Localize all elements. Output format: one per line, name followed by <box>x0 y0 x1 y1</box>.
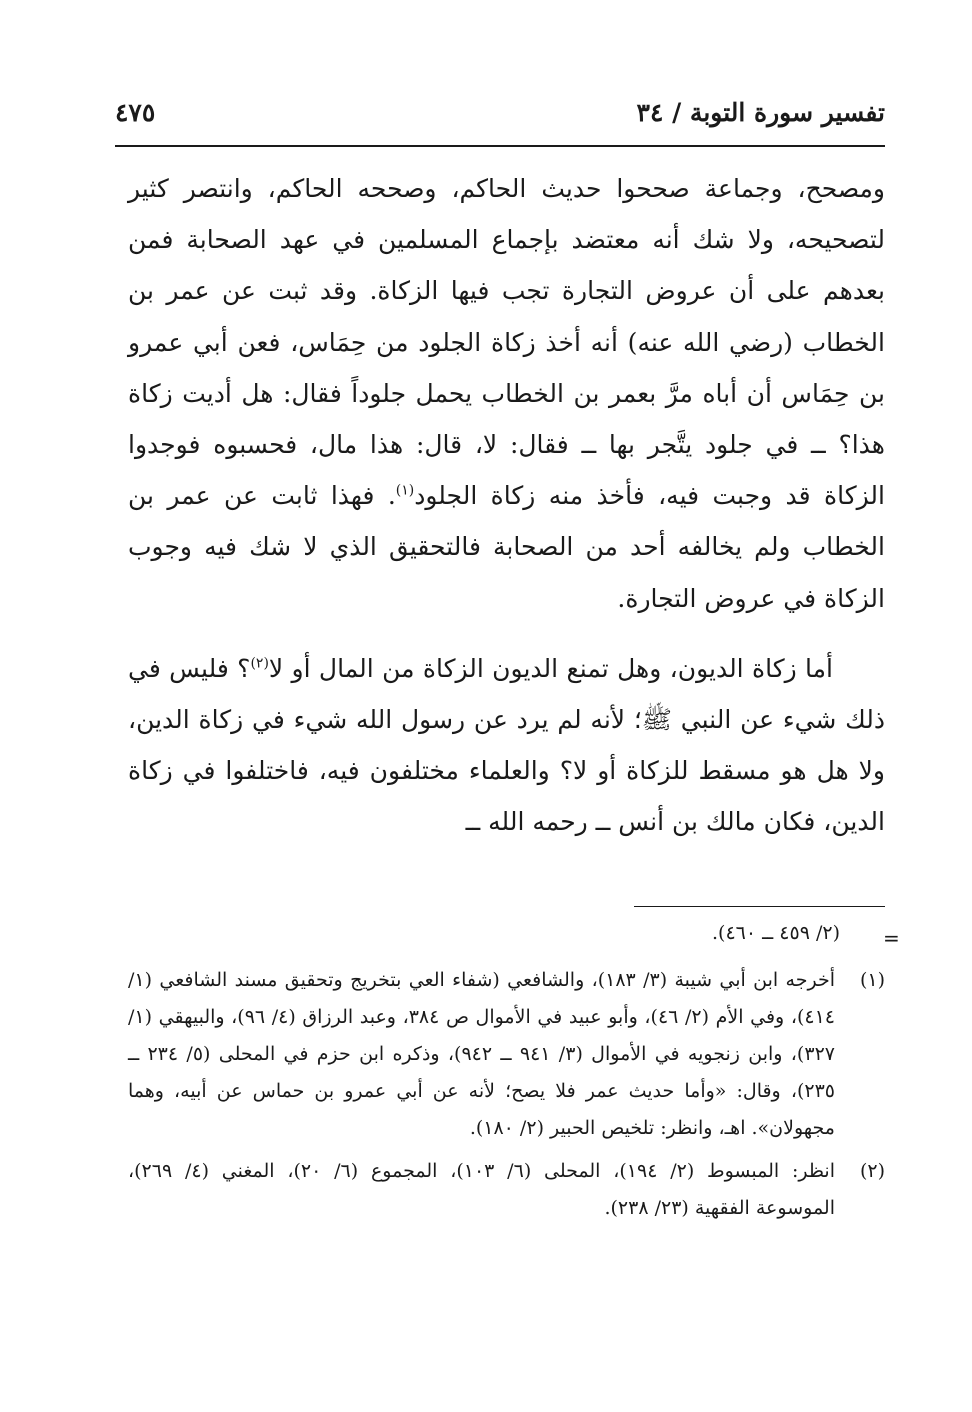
paragraph-1-text: ومصحح، وجماعة صححوا حديث الحاكم، وصححه الحاكم، وانتصر كثير لتصحيحه، ولا شك أنه معتضد بإجماع المسلمين في عهد الصحابة فمن بعدهم على أن عروض التجارة تجب فيها الزكاة. وقد ثبت عن عمر بن الخطاب (رضي الله عنه) أنه أخذ زكاة الجلود من حِمَاس، فعن أبي عمرو بن حِمَاس أن أباه مرَّ بعمر بن الخطاب يحمل جلوداً فقال: هل أديت زكاة هذا؟ ــ في جلود يتَّجر بها ــ فقال: لا، قال: هذا مال، فحسبوه فوجدوا الزكاة قد وجبت فيه، فأخذ منه زكاة الجلود <box>128 174 885 511</box>
main-text <box>128 163 885 848</box>
page-header <box>115 92 885 142</box>
footnote-separator <box>634 906 885 907</box>
footnote-continuation-mark: = <box>883 926 900 950</box>
paragraph-1-tail: . فهذا ثابت عن عمر بن الخطاب ولم يخالفه أحد من الصحابة فالتحقيق الذي لا شك فيه وجوب الزكاة في عروض التجارة. <box>128 481 885 613</box>
header-rule <box>115 145 885 147</box>
footnote-text: انظر: المبسوط (٢/ ١٩٤)، المحلى (٦/ ١٠٣)، المجموع (٦/ ٢٠)، المغني (٤/ ٢٦٩)، الموسوعة الفقهية (٢٣/ ٢٣٨). <box>128 1160 835 1219</box>
page-number: ٤٧٥ <box>115 98 156 127</box>
footnote-continuation: (٢/ ٤٥٩ ــ ٤٦٠). <box>711 922 840 944</box>
paragraph-zakat-debts <box>128 643 885 848</box>
paragraph-zakat-trade <box>128 163 885 624</box>
footnote-number: (٢) <box>859 1160 885 1182</box>
footnote-ref-1[interactable]: (١) <box>395 482 415 499</box>
footnote-text: أخرجه ابن أبي شيبة (٣/ ١٨٣)، والشافعي (شفاء العي بتخريج وتحقيق مسند الشافعي (١/ ٤١٤)، وفي الأم (٢/ ٤٦)، وأبو عبيد في الأموال ص ٣٨٤، وعبد الرزاق (٤/ ٩٦)، والبيهقي (١/ ٣٢٧)، وابن زنجويه في الأموال (٣/ ٩٤١ ــ ٩٤٢)، وذكره ابن حزم في المحلى (٥/ ٢٣٤ ــ ٢٣٥)، وقال: «وأما حديث عمر فلا يصح؛ لأنه عن أبي عمرو بن حماس عن أبيه، وهما مجهولان». اهـ، وانظر: تلخيص الحبير (٢/ ١٨٠). <box>128 969 835 1139</box>
paragraph-2-tail: ؟ فليس في ذلك شيء عن النبي ﷺ؛ لأنه لم يرد عن رسول الله شيء في زكاة الدين، ولا هل هو مسقط للزكاة أو لا؟ والعلماء مختلفون فيه، فاختلفوا في زكاة الدين، فكان مالك بن أنس ــ رحمه الله ــ <box>128 653 885 837</box>
running-title: تفسير سورة التوبة / ٣٤ <box>636 98 885 127</box>
footnote-item <box>128 1153 885 1227</box>
footnote-number: (١) <box>859 969 885 991</box>
paragraph-2-text: أما زكاة الديون، وهل تمنع الديون الزكاة من المال أو لا <box>268 653 833 683</box>
footnote-item <box>128 962 885 1147</box>
footnotes <box>128 962 885 1233</box>
footnote-ref-2[interactable]: (٢) <box>250 655 269 672</box>
